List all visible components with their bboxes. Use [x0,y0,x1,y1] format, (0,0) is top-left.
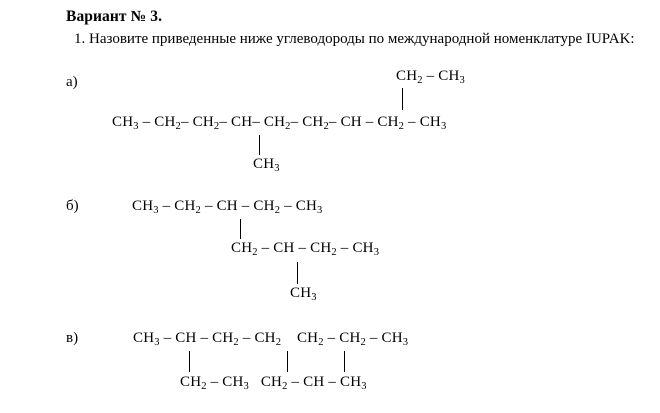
bond-vertical-c-3 [344,351,345,372]
formula-c-row1: $CH_3$ – CH – $CH_2 - CH_2$ $CH_2 - CH_2 - CH_3$ [133,330,409,348]
bond-vertical-b-1 [240,219,241,239]
formula-b-row2: $CH_2$ – CH – $CH_2 - CH_3$ [231,240,380,258]
bond-vertical-b-2 [297,262,298,284]
bond-vertical-c-1 [189,351,190,372]
formula-b-row3: $CH_3$ [290,285,317,303]
formula-b-row1: $CH_3 - CH_2$ – CH – $CH_2 - CH_3$ [132,198,323,216]
formula-a-main-chain: $CH_3 - CH_2-$ $CH_2-$ CH– $CH_2-$ $CH_2-$ CH – $CH_2 - CH_3$ [112,114,447,132]
formula-a-top-branch: $CH_2 - CH_3$ [396,68,465,86]
formula-a-bottom-branch: $CH_3$ [253,156,280,174]
bond-vertical-a-bottom [259,135,260,155]
task-statement: 1. Назовите приведенные ниже углеводороды по международной номенклатуре IUPAK: [74,31,635,47]
item-label-a: а) [66,74,78,90]
formula-c-row2: $CH_2 - CH_3$ $CH_2$ – CH – $CH_3$ [180,374,367,392]
item-label-b: б) [66,198,79,214]
page-title: Вариант № 3. [66,8,163,25]
bond-vertical-a-top [402,88,403,110]
bond-vertical-c-2 [287,351,288,372]
item-label-c: в) [66,330,79,346]
